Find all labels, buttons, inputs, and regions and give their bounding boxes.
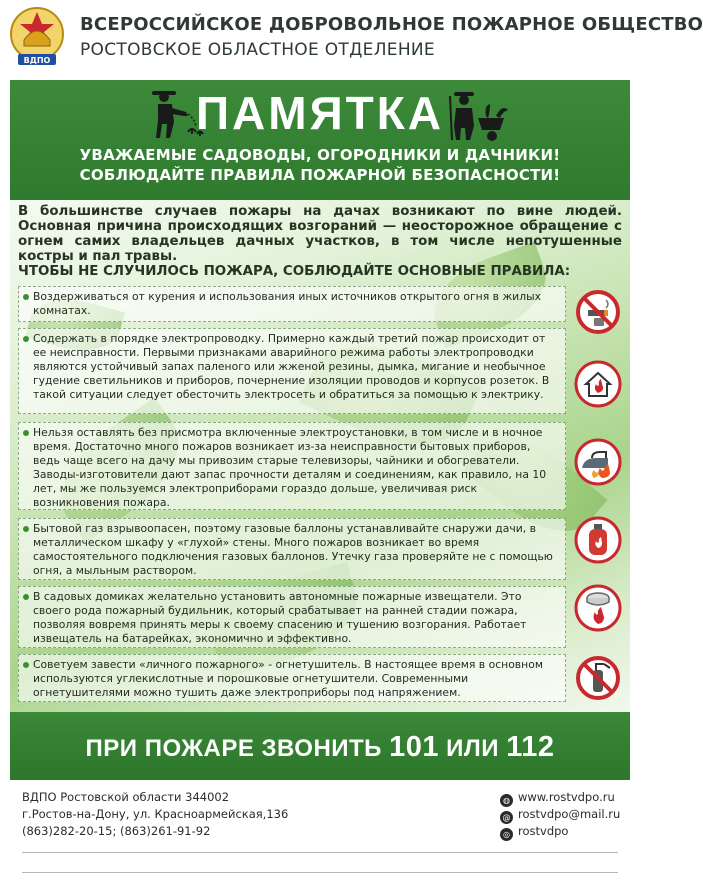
emergency-number-1: 101 [389, 731, 439, 763]
rule-text: Нельзя оставлять без присмотра включенные электроустановки, в том числе и в ночное время. Достаточно много пожаров возникает из-за неисправности бытовых приборов, ведь чаще всего на дачу мы привозим старые телевизоры, чайники и обогреватели. Заводы-изготовители дают запас прочности деталям и соединениям, как правило, на 10 лет, мы же пользуемся электроприборами гораздо дольше, увеличивая риск возникновения пожара. [33, 426, 547, 509]
rules-heading: ЧТОБЫ НЕ СЛУЧИЛОСЬ ПОЖАРА, СОБЛЮДАЙТЕ ОСНОВНЫЕ ПРАВИЛА: [18, 264, 571, 279]
rule-item [18, 654, 566, 702]
bullet-icon [23, 526, 29, 532]
bullet-icon [23, 336, 29, 342]
smoke-detector-icon [574, 584, 622, 632]
banner-title: ПАМЯТКА [195, 87, 445, 139]
rule-text: Советуем завести «личного пожарного» - огнетушитель. В настоящее время в основном используются углекислотные и порошковые огнетушители. Современными огнетушителями можно тушить даже электроприборы под напряжением. [33, 658, 543, 699]
gardener-wheelbarrow-icon [446, 88, 512, 142]
social-link[interactable]: ◎ rostvdpo [500, 824, 568, 841]
rule-text: Воздерживаться от курения и использования иных источников открытого огня в жилых комнатах. [33, 290, 542, 317]
email-link[interactable]: @ rostvdpo@mail.ru [500, 807, 620, 824]
social-icon: ◎ [500, 828, 513, 841]
rule-item [18, 328, 566, 414]
vdpo-logo-icon [6, 4, 68, 70]
bullet-icon [23, 662, 29, 668]
address-line-1: ВДПО Ростовской области 344002 [22, 790, 230, 804]
emergency-call-banner [10, 712, 630, 780]
banner-subtitle-2: СОБЛЮДАЙТЕ ПРАВИЛА ПОЖАРНОЙ БЕЗОПАСНОСТИ! [79, 166, 561, 184]
rule-item [18, 286, 566, 322]
no-smoking-icon [574, 288, 622, 336]
banner-subtitle-1: УВАЖАЕМЫЕ САДОВОДЫ, ОГОРОДНИКИ И ДАЧНИКИ! [79, 146, 561, 164]
rule-item [18, 518, 566, 580]
website-link[interactable]: ◍ www.rostvdpo.ru [500, 790, 615, 807]
divider-line [22, 852, 618, 853]
org-subtitle: РОСТОВСКОЕ ОБЛАСТНОЕ ОТДЕЛЕНИЕ [80, 40, 435, 60]
rule-text: Бытовой газ взрывоопасен, поэтому газовые баллоны устанавливайте снаружи дачи, в металлическом шкафу у «глухой» стены. Много пожаров возникает во время самостоятельного подключения газовых баллонов. Утечку газа проверяйте не с помощью огня, а мыльным раствором. [33, 522, 553, 577]
fire-extinguisher-icon [574, 654, 622, 702]
address-line-2: г.Ростов-на-Дону, ул. Красноармейская,136 [22, 807, 289, 821]
emergency-number-2: 112 [506, 731, 555, 763]
phone-numbers: (863)282-20-15; (863)261-91-92 [22, 824, 211, 838]
house-fire-icon [574, 360, 622, 408]
gas-cylinder-icon [574, 516, 622, 564]
bullet-icon [23, 294, 29, 300]
intro-paragraph: В большинстве случаев пожары на дачах возникают по вине людей. Основная причина происходящих возгораний — неосторожное обращение с огнем самих владельцев дачных участков, в том числе непотушенные костры и пал травы. [18, 204, 622, 264]
org-title: ВСЕРОССИЙСКОЕ ДОБРОВОЛЬНОЕ ПОЖАРНОЕ ОБЩЕСТВО [80, 14, 703, 35]
title-banner [10, 80, 630, 200]
rule-text: В садовых домиках желательно установить автономные пожарные извещатели. Это своего рода пожарный будильник, который срабатывает на ранней стадии пожара, позволяя вовремя принять меры к своему спасению и тушению возгорания. Работает извещатель на батарейках, экономично и эффективно. [33, 590, 527, 645]
svg-text:ВДПО: ВДПО [23, 56, 51, 65]
rule-item [18, 586, 566, 648]
emergency-call-text: ПРИ ПОЖАРЕ ЗВОНИТЬ 101 ИЛИ 112 [85, 731, 555, 763]
content-area [10, 200, 630, 712]
divider-line [22, 872, 618, 873]
footer [0, 780, 640, 881]
header [0, 0, 703, 78]
bullet-icon [23, 594, 29, 600]
globe-icon: ◍ [500, 794, 513, 807]
rule-text: Содержать в порядке электропроводку. Примерно каждый третий пожар происходит от ее неисправности. Первыми признаками аварийного режима работы электропроводки являются устойчивый запах паленого или жженой резины, дымка, мигание и необычное гудение светильников и приборов, почернение изоляции проводов и корпусов розеток. В такой ситуации следует обесточить электросеть и обратиться за помощью к электрику. [33, 332, 550, 401]
rule-item [18, 422, 566, 510]
bullet-icon [23, 430, 29, 436]
mail-icon: @ [500, 811, 513, 824]
iron-fire-icon [574, 438, 622, 486]
